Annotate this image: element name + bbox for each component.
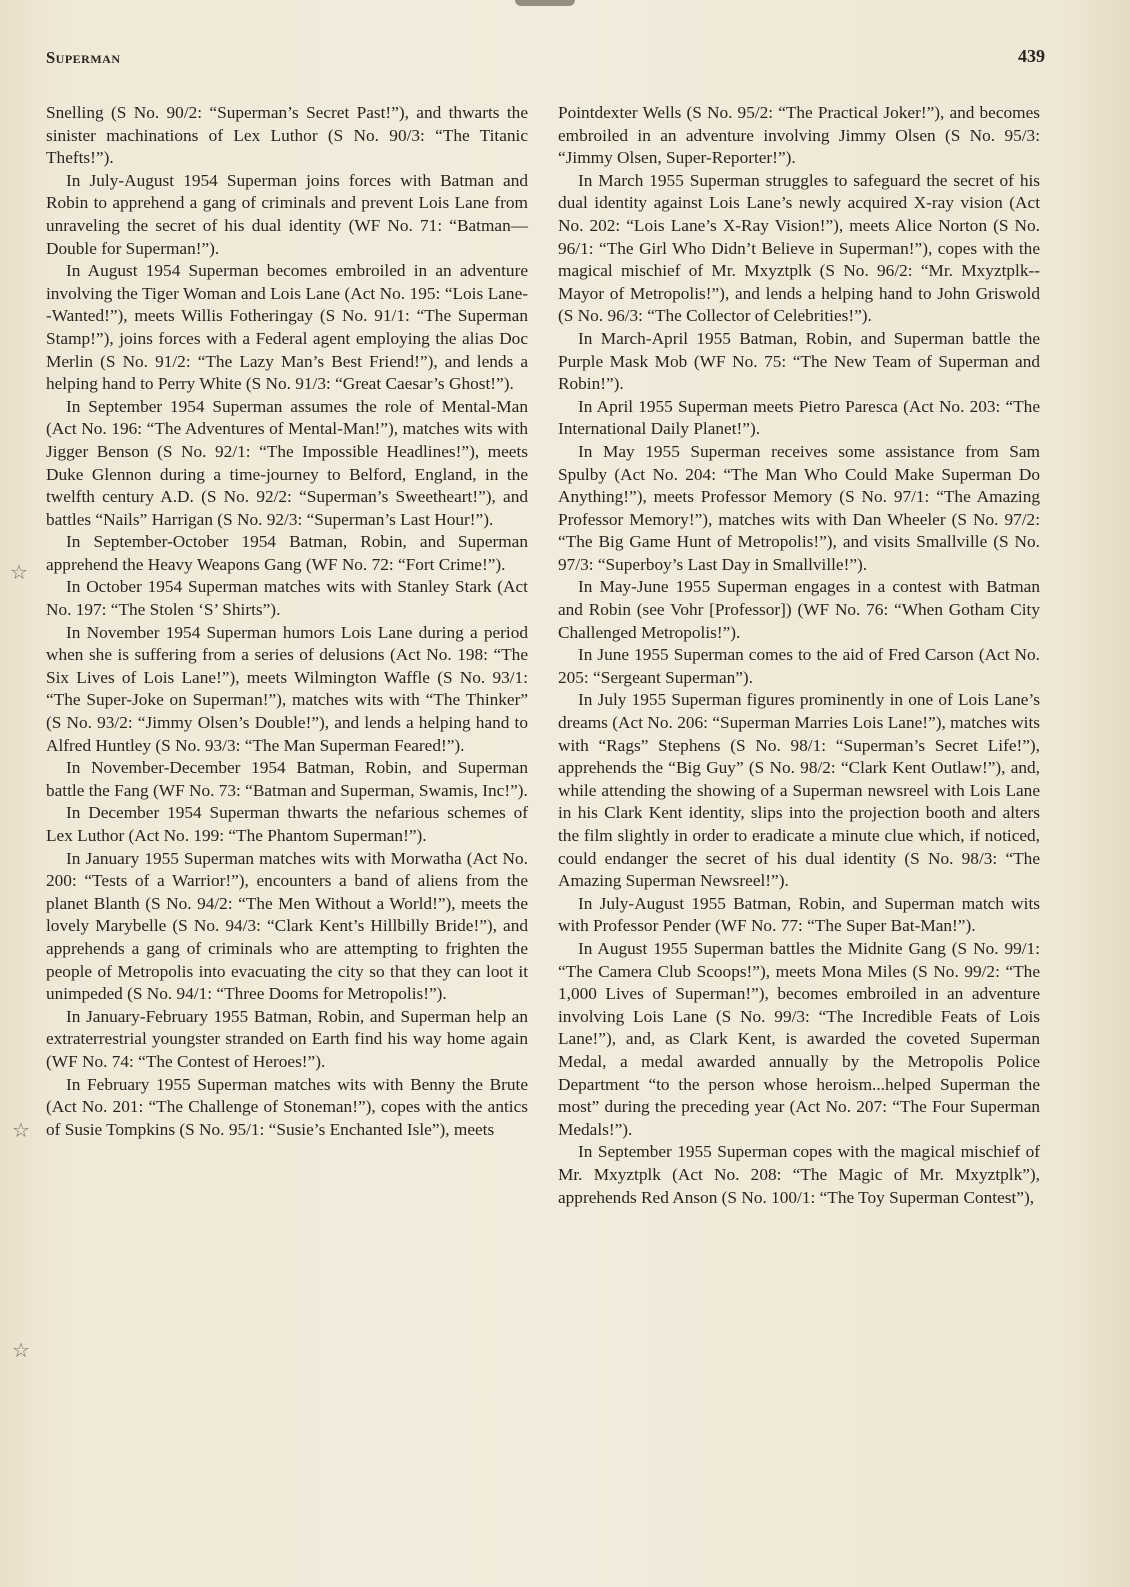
paragraph: In September 1954 Superman assumes the role of Mental-Man (Act No. 196: “The Adventures of Mental-Man!”), matches wits with Jigger Benson (S No. 92/1: “The Impossible Headlines!”), meets Duke Glennon during a time-journey to Belford, England, in the twelfth century A.D. (S No. 92/2: “Superman’s Sweetheart!”), and battles “Nails” Harrigan (S No. 92/3: “Superman’s Last Hour!”).: [46, 396, 528, 529]
paragraph: In March-April 1955 Batman, Robin, and Superman battle the Purple Mask Mob (WF No. 75: “The New Team of Superman and Robin!”).: [558, 328, 1040, 394]
paragraph: In April 1955 Superman meets Pietro Paresca (Act No. 203: “The International Daily Planet!”).: [558, 396, 1040, 439]
margin-star-icon: ☆: [12, 1118, 30, 1142]
paragraph: In July 1955 Superman figures prominently in one of Lois Lane’s dreams (Act No. 206: “Superman Marries Lois Lane!”), matches wits with “Rags” Stephens (S No. 98/1: “Superman’s Secret Life!”), apprehends the “Big Guy” (S No. 98/2: “Clark Kent Outlaw!”), and, while attending the showing of a Superman newsreel with Lois Lane in his Clark Kent identity, slips into the projection booth and alters the film slightly in order to eradicate a minute clue which, if noticed, could endanger the secret of his dual identity (S No. 98/3: “The Amazing Superman Newsreel!”).: [558, 690, 1040, 891]
margin-star-icon: ☆: [12, 1338, 30, 1362]
paragraph: In May-June 1955 Superman engages in a contest with Batman and Robin (see Vohr [Professor]) (WF No. 76: “When Gotham City Challenged Metropolis!”).: [558, 577, 1040, 642]
paragraph: In November-December 1954 Batman, Robin, and Superman battle the Fang (WF No. 73: “Batman and Superman, Swamis, Inc!”).: [46, 758, 528, 800]
right-column: [558, 102, 1040, 1209]
left-column: [46, 102, 528, 1141]
binding-mark: [515, 0, 575, 6]
paragraph: In September 1955 Superman copes with the magical mischief of Mr. Mxyztplk (Act No. 208: “The Magic of Mr. Mxyztplk”), apprehends Red Anson (S No. 100/1: “The Toy Superman Contest”),: [558, 1142, 1040, 1207]
paragraph: In September-October 1954 Batman, Robin, and Superman apprehend the Heavy Weapons Gang (WF No. 72: “Fort Crime!”).: [46, 532, 528, 574]
paragraph: In March 1955 Superman struggles to safeguard the secret of his dual identity against Lois Lane’s newly acquired X-ray vision (Act No. 202: “Lois Lane’s X-Ray Vision!”), meets Alice Norton (S No. 96/1: “The Girl Who Didn’t Believe in Superman!”), copes with the magical mischief of Mr. Mxyztplk (S No. 96/2: “Mr. Mxyztplk--Mayor of Metropolis!”), and lends a helping hand to John Griswold (S No. 96/3: “The Collector of Celebrities!”).: [558, 170, 1040, 326]
paragraph: In July-August 1955 Batman, Robin, and Superman match wits with Professor Pender (WF No. 77: “The Super Bat-Man!”).: [558, 893, 1040, 936]
paragraph: In November 1954 Superman humors Lois Lane during a period when she is suffering from a series of delusions (Act No. 198: “The Six Lives of Lois Lane!”), meets Wilmington Waffle (S No. 93/1: “The Super-Joke on Superman!”), matches wits with “The Thinker” (S No. 93/2: “Jimmy Olsen’s Double!”), and lends a helping hand to Alfred Huntley (S No. 93/3: “The Man Superman Feared!”).: [46, 622, 528, 755]
paragraph: In August 1955 Superman battles the Midnite Gang (S No. 99/1: “The Camera Club Scoops!”), meets Mona Miles (S No. 99/2: “The 1,000 Lives of Superman!”), becomes embroiled in an adventure involving Lois Lane (S No. 99/3: “The Incredible Feats of Lois Lane!”), and, as Clark Kent, is awarded the coveted Superman Medal, a medal awarded annually by the Metropolis Police Department “to the person whose heroism...helped Superman the most” during the preceding year (Act No. 207: “The Four Superman Medals!”).: [558, 938, 1040, 1139]
paragraph: In June 1955 Superman comes to the aid of Fred Carson (Act No. 205: “Sergeant Superman”).: [558, 645, 1040, 687]
running-head: Superman: [46, 48, 121, 67]
paragraph: In February 1955 Superman matches wits with Benny the Brute (Act No. 201: “The Challenge of Stoneman!”), copes with the antics of Susie Tompkins (S No. 95/1: “Susie’s Enchanted Isle”), meets: [46, 1074, 528, 1139]
paragraph: In May 1955 Superman receives some assistance from Sam Spulby (Act No. 204: “The Man Who Could Make Superman Do Anything!”), meets Professor Memory (S No. 97/1: “The Amazing Professor Memory!”), matches wits with Dan Wheeler (S No. 97/2: “The Big Game Hunt of Metropolis!”), and visits Smallville (S No. 97/3: “Superboy’s Last Day in Smallville!”).: [558, 441, 1040, 574]
paragraph: In December 1954 Superman thwarts the nefarious schemes of Lex Luthor (Act No. 199: “The Phantom Superman!”).: [46, 803, 528, 845]
paragraph: Pointdexter Wells (S No. 95/2: “The Practical Joker!”), and becomes embroiled in an adventure involving Jimmy Olsen (S No. 95/3: “Jimmy Olsen, Super-Reporter!”).: [558, 103, 1040, 168]
paragraph: In August 1954 Superman becomes embroiled in an adventure involving the Tiger Woman and Lois Lane (Act No. 195: “Lois Lane--Wanted!”), meets Willis Fotheringay (S No. 91/1: “The Superman Stamp!”), joins forces with a Federal agent employing the alias Doc Merlin (S No. 91/2: “The Lazy Man’s Best Friend!”), and lends a helping hand to Perry White (S No. 91/3: “Great Caesar’s Ghost!”).: [46, 261, 528, 394]
paragraph: In January 1955 Superman matches wits with Morwatha (Act No. 200: “Tests of a Warrior!”), encounters a band of aliens from the planet Blanth (S No. 94/2: “The Men Without a World!”), meets the lovely Marybelle (S No. 94/3: “Clark Kent’s Hillbilly Bride!”), and apprehends a gang of criminals who are attempting to frighten the people of Metropolis into evacuating the city so that they can loot it unimpeded (S No. 94/1: “Three Dooms for Metropolis!”).: [46, 848, 528, 1004]
margin-star-icon: ☆: [10, 560, 28, 584]
paragraph: Snelling (S No. 90/2: “Superman’s Secret Past!”), and thwarts the sinister machinations of Lex Luthor (S No. 90/3: “The Titanic Thefts!”).: [46, 103, 528, 168]
paragraph: In July-August 1954 Superman joins forces with Batman and Robin to apprehend a gang of criminals and prevent Lois Lane from unraveling the secret of his dual identity (WF No. 71: “Batman—Double for Superman!”).: [46, 170, 528, 258]
paragraph: In October 1954 Superman matches wits with Stanley Stark (Act No. 197: “The Stolen ‘S’ Shirts”).: [46, 577, 528, 620]
page-number: 439: [1018, 46, 1045, 66]
paragraph: In January-February 1955 Batman, Robin, and Superman help an extraterrestrial youngster stranded on Earth find his way home again (WF No. 74: “The Contest of Heroes!”).: [46, 1006, 528, 1071]
